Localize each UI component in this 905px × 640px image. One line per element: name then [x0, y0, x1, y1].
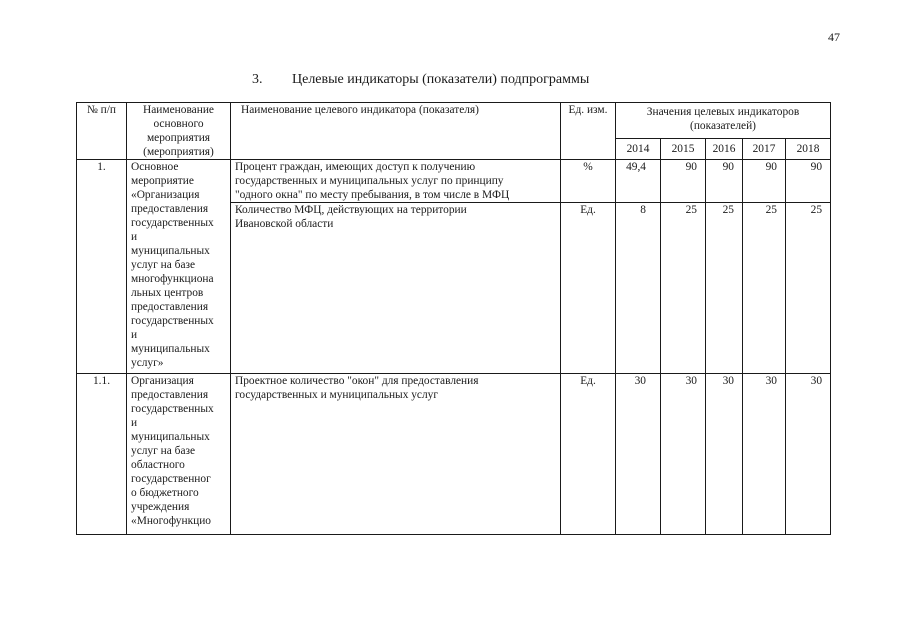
header-year-2015: 2015	[661, 139, 706, 160]
measure-line: и	[131, 329, 138, 341]
header-unit: Ед. изм.	[561, 103, 616, 160]
section-title-text: Целевые индикаторы (показатели) подпрограммы	[292, 72, 590, 87]
value-2016: 25	[706, 203, 743, 374]
measure-line: предоставления	[131, 203, 209, 215]
indicator-line: государственных и муниципальных услуг	[235, 389, 439, 401]
measure-line: государственных	[131, 403, 214, 415]
measure-line: областного	[131, 459, 185, 471]
row-measure-name	[127, 160, 231, 374]
measure-line: «Многофункцио	[131, 515, 212, 527]
value-2017: 25	[743, 203, 786, 374]
measure-line: муниципальных	[131, 431, 210, 443]
value-2018: 90	[786, 160, 831, 203]
indicator-unit: %	[561, 160, 616, 203]
indicator-unit: Ед.	[561, 203, 616, 374]
header-measure-name: Наименование основного мероприятия (мероприятия)	[127, 103, 231, 160]
header-year-2018: 2018	[786, 139, 831, 160]
header-indicator-name: Наименование целевого индикатора (показателя)	[231, 103, 561, 160]
measure-line: предоставления	[131, 389, 209, 401]
measure-line: о бюджетного	[131, 487, 199, 499]
header-year-2014: 2014	[616, 139, 661, 160]
measure-line: услуг на базе	[131, 445, 196, 457]
row-num: 1.1.	[77, 374, 127, 535]
indicator-line: Ивановской области	[235, 218, 334, 230]
measure-line: учреждения	[131, 501, 190, 513]
value-2015: 90	[661, 160, 706, 203]
section-title	[252, 72, 589, 88]
measure-line: льных центров	[131, 287, 204, 299]
indicator-line: Количество МФЦ, действующих на территории	[235, 204, 467, 216]
measure-line: государственног	[131, 473, 211, 485]
indicator-name	[231, 160, 561, 203]
header-year-2017: 2017	[743, 139, 786, 160]
table-row	[77, 160, 831, 203]
indicators-table	[76, 102, 831, 535]
indicator-line: государственных и муниципальных услуг по принципу	[235, 175, 504, 187]
value-2014: 8	[616, 203, 661, 374]
row-measure-name	[127, 374, 231, 535]
measure-line: муниципальных	[131, 343, 210, 355]
header-values-group: Значения целевых индикаторов (показателей)	[616, 103, 831, 139]
measure-line: государственных	[131, 315, 214, 327]
header-row	[77, 103, 831, 139]
value-2016: 90	[706, 160, 743, 203]
page-number: 47	[828, 30, 840, 44]
value-2018: 25	[786, 203, 831, 374]
indicator-line: Процент граждан, имеющих доступ к получению	[235, 161, 476, 173]
measure-line: многофункциона	[131, 273, 214, 285]
value-2014: 30	[616, 374, 661, 535]
measure-line: предоставления	[131, 301, 209, 313]
measure-line: муниципальных	[131, 245, 210, 257]
measure-line: государственных	[131, 217, 214, 229]
measure-line: «Организация	[131, 189, 200, 201]
value-2018: 30	[786, 374, 831, 535]
measure-line: услуг на базе	[131, 259, 196, 271]
measure-line: мероприятие	[131, 175, 194, 187]
indicator-line: "одного окна" по месту пребывания, в том числе в МФЦ	[235, 189, 510, 201]
header-num: № п/п	[77, 103, 127, 160]
value-2017: 90	[743, 160, 786, 203]
value-2017: 30	[743, 374, 786, 535]
value-2014: 49,4	[616, 160, 661, 203]
measure-line: и	[131, 417, 138, 429]
value-2015: 25	[661, 203, 706, 374]
measure-line: и	[131, 231, 138, 243]
measure-line: Организация	[131, 375, 194, 387]
section-number: 3.	[252, 72, 263, 87]
table-row	[77, 374, 831, 535]
indicator-name	[231, 374, 561, 535]
indicator-unit: Ед.	[561, 374, 616, 535]
measure-line: Основное	[131, 161, 179, 173]
header-year-2016: 2016	[706, 139, 743, 160]
value-2015: 30	[661, 374, 706, 535]
indicator-line: Проектное количество "окон" для предоставления	[235, 375, 479, 387]
measure-line: услуг»	[131, 357, 164, 369]
row-num: 1.	[77, 160, 127, 374]
indicator-name	[231, 203, 561, 374]
value-2016: 30	[706, 374, 743, 535]
